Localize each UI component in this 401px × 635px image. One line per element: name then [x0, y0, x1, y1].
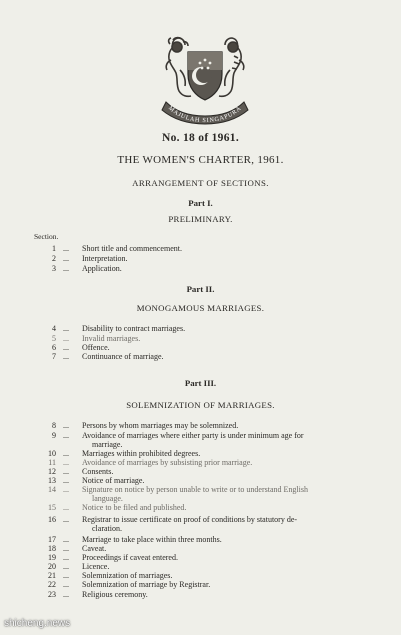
- section-title: Marriages within prohibited degrees.: [82, 449, 201, 458]
- leader-dots: ...: [63, 254, 69, 263]
- section-number: 18: [48, 544, 56, 553]
- watermark: shicheng.news: [4, 618, 71, 629]
- section-title: Caveat.: [82, 544, 107, 553]
- section-title-continuation: marriage.: [92, 440, 123, 449]
- section-number: 12: [48, 467, 56, 476]
- section-number: 16: [48, 515, 56, 524]
- leader-dots: ...: [63, 485, 69, 494]
- part-1-title: PRELIMINARY.: [168, 214, 233, 224]
- leader-dots: ...: [63, 544, 69, 553]
- section-title: Avoidance of marriages where either party is under minimum age for: [82, 431, 304, 440]
- section-title: Signature on notice by person unable to write or to understand English: [82, 485, 308, 494]
- section-title-continuation: language.: [92, 494, 123, 503]
- part-3-heading: Part III.: [184, 378, 217, 388]
- section-title: Application.: [82, 264, 122, 273]
- section-number: 19: [48, 553, 56, 562]
- leader-dots: ...: [63, 571, 69, 580]
- section-number: 14: [48, 485, 56, 494]
- singapore-coat-of-arms-icon: [150, 30, 260, 128]
- section-number: 9: [52, 431, 56, 440]
- leader-dots: ...: [63, 476, 69, 485]
- section-title: Registrar to issue certificate on proof of conditions by statutory de-: [82, 515, 298, 524]
- leader-dots: ...: [63, 535, 69, 544]
- section-title: Invalid marriages.: [82, 334, 141, 343]
- arrangement-heading: ARRANGEMENT OF SECTIONS.: [132, 178, 269, 188]
- section-number: 8: [52, 421, 56, 430]
- section-title: Marriage to take place within three months.: [82, 535, 222, 544]
- leader-dots: ...: [63, 244, 69, 253]
- section-number: 20: [48, 562, 56, 571]
- part-3-title: SOLEMNIZATION OF MARRIAGES.: [126, 400, 275, 410]
- section-title: Offence.: [82, 343, 110, 352]
- section-number: 22: [48, 580, 56, 589]
- section-number: 1: [52, 244, 56, 253]
- section-number: 7: [52, 352, 56, 361]
- leader-dots: ...: [63, 343, 69, 352]
- section-number: 11: [48, 458, 56, 467]
- svg-text:MAJULAH SINGAPURA: [167, 105, 243, 124]
- section-number: 3: [52, 264, 56, 273]
- leader-dots: ...: [63, 580, 69, 589]
- section-title-continuation: claration.: [92, 524, 122, 533]
- leader-dots: ...: [63, 449, 69, 458]
- section-number: 2: [52, 254, 56, 263]
- leader-dots: ...: [63, 334, 69, 343]
- section-column-label: Section.: [34, 232, 59, 241]
- section-title: Licence.: [82, 562, 110, 571]
- section-number: 13: [48, 476, 56, 485]
- section-title: Notice of marriage.: [82, 476, 145, 485]
- section-number: 4: [52, 324, 56, 333]
- section-number: 10: [48, 449, 56, 458]
- leader-dots: ...: [63, 431, 69, 440]
- part-1-heading: Part I.: [188, 198, 213, 208]
- section-number: 21: [48, 571, 56, 580]
- section-title: Persons by whom marriages may be solemnized.: [82, 421, 239, 430]
- leader-dots: ...: [63, 553, 69, 562]
- section-title: Proceedings if caveat entered.: [82, 553, 178, 562]
- section-number: 5: [52, 334, 56, 343]
- leader-dots: ...: [63, 352, 69, 361]
- section-title: Solemnization of marriage by Registrar.: [82, 580, 211, 589]
- section-title: Notice to be filed and published.: [82, 503, 187, 512]
- leader-dots: ...: [63, 421, 69, 430]
- act-title: THE WOMEN'S CHARTER, 1961.: [117, 154, 284, 166]
- crest-motto: MAJULAH SINGAPURA: [166, 104, 244, 125]
- section-title: Religious ceremony.: [82, 590, 148, 599]
- section-title: Disability to contract marriages.: [82, 324, 186, 333]
- section-title: Avoidance of marriages by subsisting prior marriage.: [82, 458, 253, 467]
- leader-dots: ...: [63, 324, 69, 333]
- section-title: Solemnization of marriages.: [82, 571, 173, 580]
- section-title: Interpretation.: [82, 254, 128, 263]
- section-title: Short title and commencement.: [82, 244, 182, 253]
- section-title: Continuance of marriage.: [82, 352, 164, 361]
- part-2-heading: Part II.: [186, 284, 215, 294]
- leader-dots: ...: [63, 590, 69, 599]
- leader-dots: ...: [63, 515, 69, 524]
- part-2-title: MONOGAMOUS MARRIAGES.: [136, 303, 265, 313]
- section-number: 17: [48, 535, 56, 544]
- section-number: 6: [52, 343, 56, 352]
- leader-dots: ...: [63, 467, 69, 476]
- section-number: 23: [48, 590, 56, 599]
- section-number: 15: [48, 503, 56, 512]
- act-number: No. 18 of 1961.: [161, 132, 239, 144]
- leader-dots: ...: [63, 562, 69, 571]
- leader-dots: ...: [63, 458, 69, 467]
- leader-dots: ...: [63, 264, 69, 273]
- leader-dots: ...: [63, 503, 69, 512]
- section-title: Consents.: [82, 467, 114, 476]
